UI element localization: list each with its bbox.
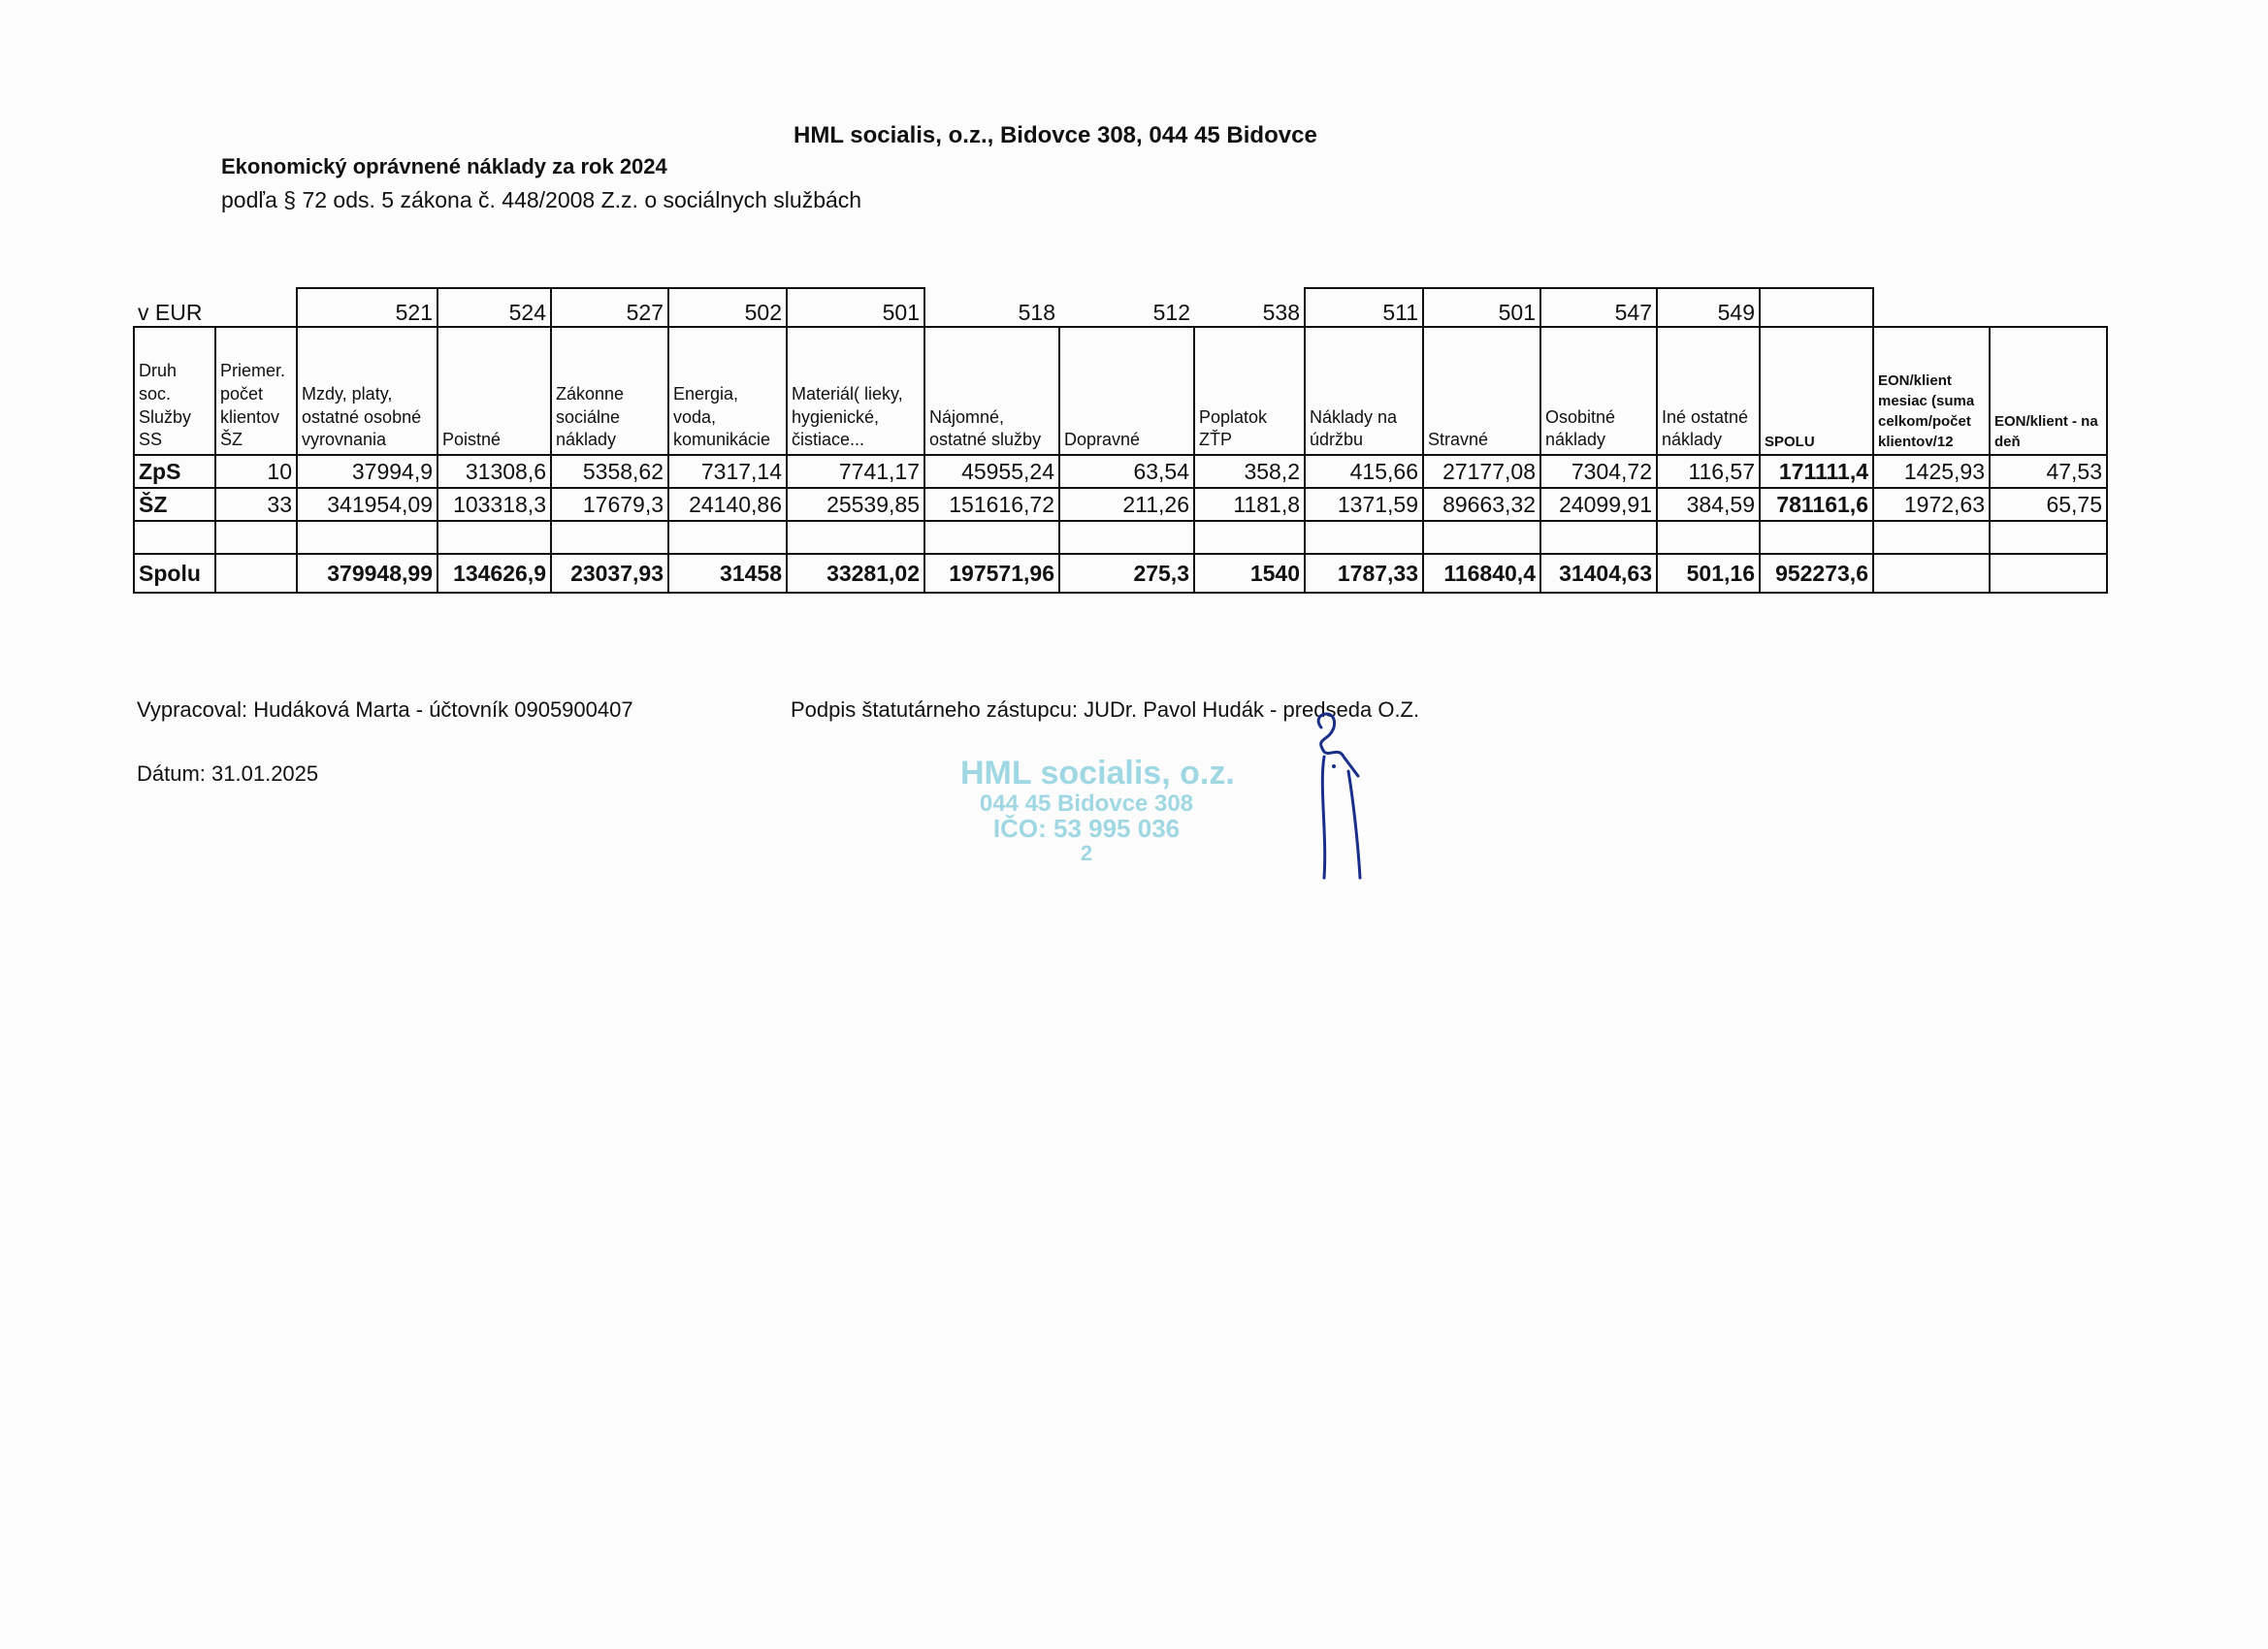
column-header: Zákonne sociálne náklady [551, 327, 668, 455]
column-header: Dopravné [1059, 327, 1194, 455]
account-code: 518 [924, 288, 1059, 327]
row-label: ŠZ [134, 488, 215, 521]
document-title: Ekonomický oprávnené náklady za rok 2024 [221, 154, 667, 178]
account-code: 512 [1059, 288, 1194, 327]
table-cell: 37994,9 [297, 455, 437, 488]
column-header-row [134, 327, 2107, 455]
column-header: Poistné [437, 327, 551, 455]
table-cell: 33281,02 [787, 554, 924, 593]
column-header: Iné ostatné náklady [1657, 327, 1760, 455]
table-cell: 24099,91 [1540, 488, 1657, 521]
table-cell [215, 554, 297, 593]
table-cell: 24140,86 [668, 488, 787, 521]
column-header: Mzdy, platy, ostatné osobné vyrovnania [297, 327, 437, 455]
total-label: Spolu [134, 554, 215, 593]
table-cell: 358,2 [1194, 455, 1305, 488]
table-cell [1873, 554, 1990, 593]
table-cell: 23037,93 [551, 554, 668, 593]
total-row [134, 554, 2107, 593]
table-cell-total: 171111,4 [1760, 455, 1873, 488]
column-header: EON/klient mesiac (suma celkom/počet klientov/12 [1873, 327, 1990, 455]
table-cell: 17679,3 [551, 488, 668, 521]
table-cell: 25539,85 [787, 488, 924, 521]
document-subtitle: podľa § 72 ods. 5 zákona č. 448/2008 Z.z. o sociálnych službách [221, 187, 862, 212]
column-header: Materiál( lieky, hygienické, čistiace... [787, 327, 924, 455]
table-cell: 31404,63 [1540, 554, 1657, 593]
table-cell: 501,16 [1657, 554, 1760, 593]
unit-label: v EUR [138, 300, 203, 325]
table-cell-total: 781161,6 [1760, 488, 1873, 521]
table-cell: 10 [215, 455, 297, 488]
table-cell: 116,57 [1657, 455, 1760, 488]
handwritten-signature [1300, 708, 1397, 883]
table-cell: 103318,3 [437, 488, 551, 521]
table-cell: 116840,4 [1423, 554, 1540, 593]
table-cell: 45955,24 [924, 455, 1059, 488]
account-code: 549 [1657, 288, 1760, 327]
table-cell: 151616,72 [924, 488, 1059, 521]
account-code: 501 [787, 288, 924, 327]
table-cell: 1425,93 [1873, 455, 1990, 488]
table-cell: 384,59 [1657, 488, 1760, 521]
table-cell: 197571,96 [924, 554, 1059, 593]
table-cell: 1972,63 [1873, 488, 1990, 521]
row-label: ZpS [134, 455, 215, 488]
table-cell: 33 [215, 488, 297, 521]
account-code: 511 [1305, 288, 1423, 327]
account-code: 524 [437, 288, 551, 327]
account-code: 501 [1423, 288, 1540, 327]
table-cell: 211,26 [1059, 488, 1194, 521]
table-cell: 7741,17 [787, 455, 924, 488]
stamp-line: HML socialis, o.z. [960, 755, 1235, 792]
table-cell: 89663,32 [1423, 488, 1540, 521]
account-code-empty [1760, 288, 1873, 327]
table-cell: 341954,09 [297, 488, 437, 521]
column-header: Poplatok ZŤP [1194, 327, 1305, 455]
account-code: 538 [1194, 288, 1305, 327]
table-cell: 5358,62 [551, 455, 668, 488]
table-cell: 47,53 [1990, 455, 2107, 488]
column-header: EON/klient - na deň [1990, 327, 2107, 455]
table-cell: 31458 [668, 554, 787, 593]
account-code: 527 [551, 288, 668, 327]
table-row [134, 488, 2107, 521]
account-code: 502 [668, 288, 787, 327]
table-cell: 1540 [1194, 554, 1305, 593]
table-cell: 1787,33 [1305, 554, 1423, 593]
table-cell: 27177,08 [1423, 455, 1540, 488]
table-cell: 1371,59 [1305, 488, 1423, 521]
account-codes-row [134, 288, 2107, 327]
column-header: Náklady na údržbu [1305, 327, 1423, 455]
column-header: Druh soc. Služby SS [134, 327, 215, 455]
column-header: Priemer. počet klientov ŠZ [215, 327, 297, 455]
stamp-line: 044 45 Bidovce 308 [979, 790, 1194, 817]
organization-heading: HML socialis, o.z., Bidovce 308, 044 45 Bidovce [794, 122, 1317, 148]
table-cell: 63,54 [1059, 455, 1194, 488]
table-cell: 7304,72 [1540, 455, 1657, 488]
cost-table [133, 287, 2108, 594]
stamp-line: IČO: 53 995 036 [992, 813, 1181, 843]
prepared-by: Vypracoval: Hudáková Marta - účtovník 0905900407 [137, 697, 633, 722]
organization-stamp [960, 755, 1235, 866]
table-cell: 379948,99 [297, 554, 437, 593]
column-header: Osobitné náklady [1540, 327, 1657, 455]
table-cell: 1181,8 [1194, 488, 1305, 521]
table-cell: 134626,9 [437, 554, 551, 593]
signature-label: Podpis štatutárneho zástupcu: JUDr. Pavol Hudák - predseda O.Z. [791, 697, 1420, 722]
account-code: 547 [1540, 288, 1657, 327]
table-row [134, 455, 2107, 488]
table-cell-total: 952273,6 [1760, 554, 1873, 593]
document-date: Dátum: 31.01.2025 [137, 761, 319, 786]
column-header: SPOLU [1760, 327, 1873, 455]
column-header: Energia, voda, komunikácie [668, 327, 787, 455]
account-code: 521 [297, 288, 437, 327]
stamp-line: 2 [1080, 841, 1093, 866]
table-cell: 65,75 [1990, 488, 2107, 521]
table-cell [1990, 554, 2107, 593]
table-cell: 7317,14 [668, 455, 787, 488]
column-header: Nájomné, ostatné služby [924, 327, 1059, 455]
empty-row [134, 521, 2107, 554]
table-cell: 415,66 [1305, 455, 1423, 488]
column-header: Stravné [1423, 327, 1540, 455]
table-cell: 31308,6 [437, 455, 551, 488]
table-cell: 275,3 [1059, 554, 1194, 593]
